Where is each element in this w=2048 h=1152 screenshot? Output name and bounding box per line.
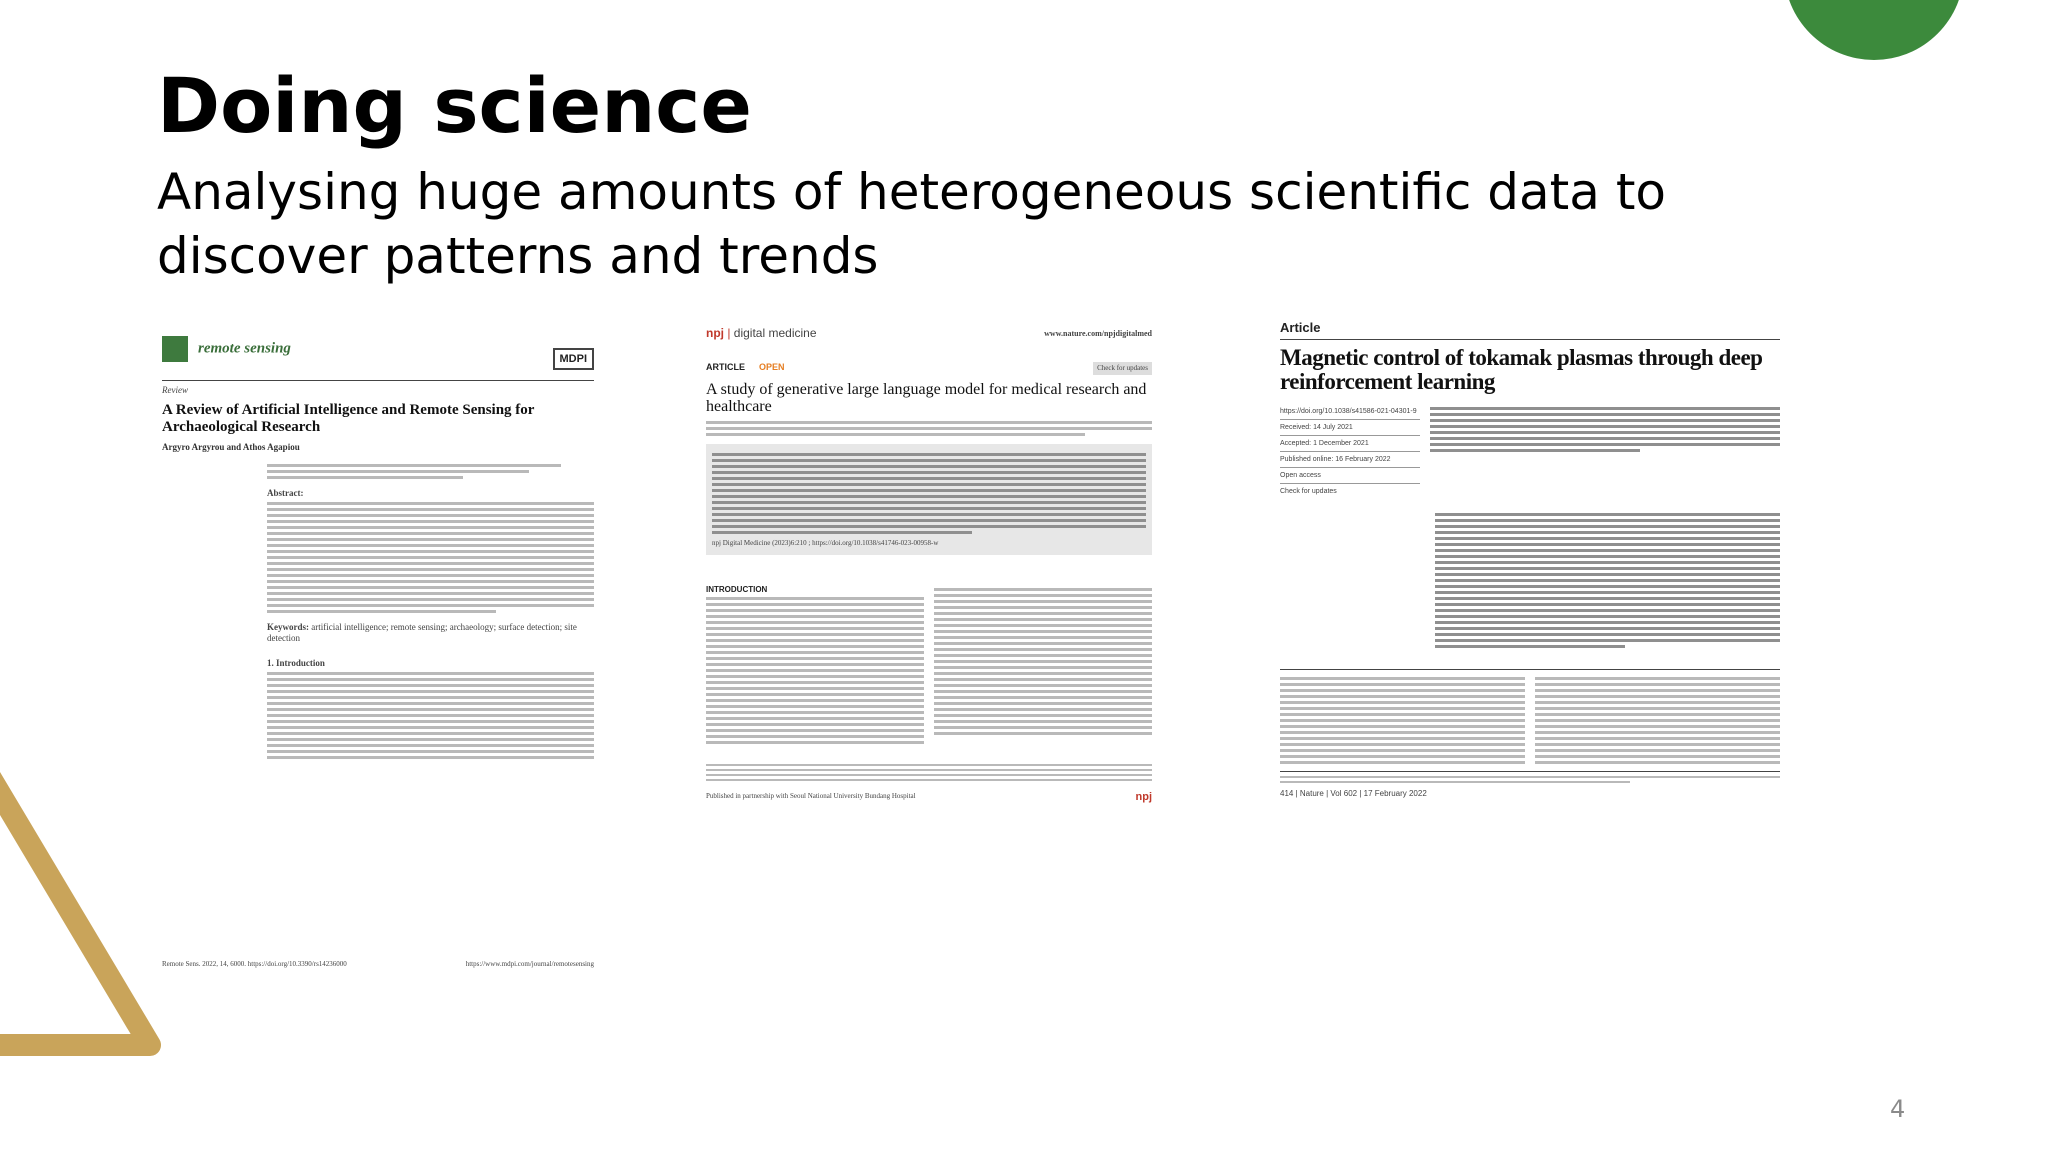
check-updates-badge: Check for updates — [1093, 362, 1152, 375]
divider — [1280, 771, 1780, 772]
slide-title: Doing science — [157, 61, 752, 150]
paper1-type: Review — [162, 385, 188, 395]
decorative-gold-triangle — [0, 760, 170, 1060]
paper1-body — [267, 464, 594, 759]
paper3-footer: 414 | Nature | Vol 602 | 17 February 2022 — [1280, 789, 1427, 798]
paper3-title: Magnetic control of tokamak plasmas through deep reinforcement learning — [1280, 345, 1763, 394]
npj-footer-logo: npj — [1135, 791, 1152, 803]
paper3-meta — [1280, 404, 1420, 499]
divider — [162, 380, 594, 381]
paper3-open-access: Open access — [1280, 468, 1420, 484]
npj-prefix: npj — [706, 326, 724, 340]
paper-remote-sensing — [162, 336, 594, 972]
paper2-labels — [706, 362, 1152, 375]
abstract-label: Abstract: — [267, 488, 304, 498]
paper-nature-tokamak — [1280, 320, 1780, 970]
paper2-section: INTRODUCTION — [706, 585, 768, 594]
paper2-url: www.nature.com/npjdigitalmed — [1044, 328, 1152, 338]
mdpi-logo: MDPI — [553, 348, 595, 370]
paper1-footer-right: https://www.mdpi.com/journal/remotesensing — [465, 960, 594, 968]
divider — [1280, 339, 1780, 340]
paper3-columns — [1280, 674, 1780, 767]
paper3-authors — [1430, 404, 1780, 499]
paper-npj-digital-medicine — [706, 326, 1152, 966]
keywords — [267, 622, 594, 644]
paper3-check-updates: Check for updates — [1280, 488, 1337, 495]
npj-logo: npj | digital medicine — [706, 326, 817, 340]
keywords-text: artificial intelligence; remote sensing; archaeology; surface detection; site detection — [267, 622, 577, 643]
paper3-received: Received: 14 July 2021 — [1280, 420, 1420, 436]
paper1-title: A Review of Artificial Intelligence and Remote Sensing for Archaeological Research — [162, 402, 535, 435]
article-label — [706, 362, 785, 375]
divider — [1280, 669, 1780, 670]
paper1-journal: remote sensing — [198, 340, 291, 357]
paper2-title: A study of generative large language model for medical research and healthcare — [706, 381, 1147, 415]
article-type: ARTICLE — [706, 362, 745, 372]
page-number: 4 — [1890, 1095, 1906, 1123]
paper3-published: Published online: 16 February 2022 — [1280, 452, 1420, 468]
paper2-citation: npj Digital Medicine (2023)6:210 ; https://doi.org/10.1038/s41746-023-00958-w — [712, 539, 939, 547]
npj-journal-name: digital medicine — [733, 326, 817, 340]
paper1-footer-left: Remote Sens. 2022, 14, 6000. https://doi.org/10.3390/rs14236000 — [162, 960, 347, 968]
journal-logo-icon — [162, 336, 188, 362]
decorative-green-circle — [1784, 0, 1964, 60]
paper3-accepted: Accepted: 1 December 2021 — [1280, 436, 1420, 452]
paper1-section: 1. Introduction — [267, 658, 325, 668]
paper2-header — [706, 326, 1152, 340]
paper1-header — [162, 336, 594, 376]
paper2-columns — [706, 585, 1152, 747]
paper2-footer-text: Published in partnership with Seoul National University Bundang Hospital — [706, 792, 916, 800]
keywords-label: Keywords: — [267, 622, 309, 632]
paper3-abstract — [1435, 513, 1780, 648]
paper1-footer — [162, 959, 594, 970]
paper3-doi: https://doi.org/10.1038/s41586-021-04301-9 — [1280, 404, 1420, 420]
paper3-meta-row — [1280, 404, 1780, 499]
paper2-abstract — [706, 444, 1152, 555]
slide-subtitle: Analysing huge amounts of heterogeneous scientific data to discover patterns and trends — [157, 163, 1667, 285]
paper3-label: Article — [1280, 320, 1321, 335]
open-badge: OPEN — [759, 362, 785, 372]
paper1-authors: Argyro Argyrou and Athos Agapiou — [162, 442, 300, 452]
paper2-footer — [706, 791, 1152, 803]
